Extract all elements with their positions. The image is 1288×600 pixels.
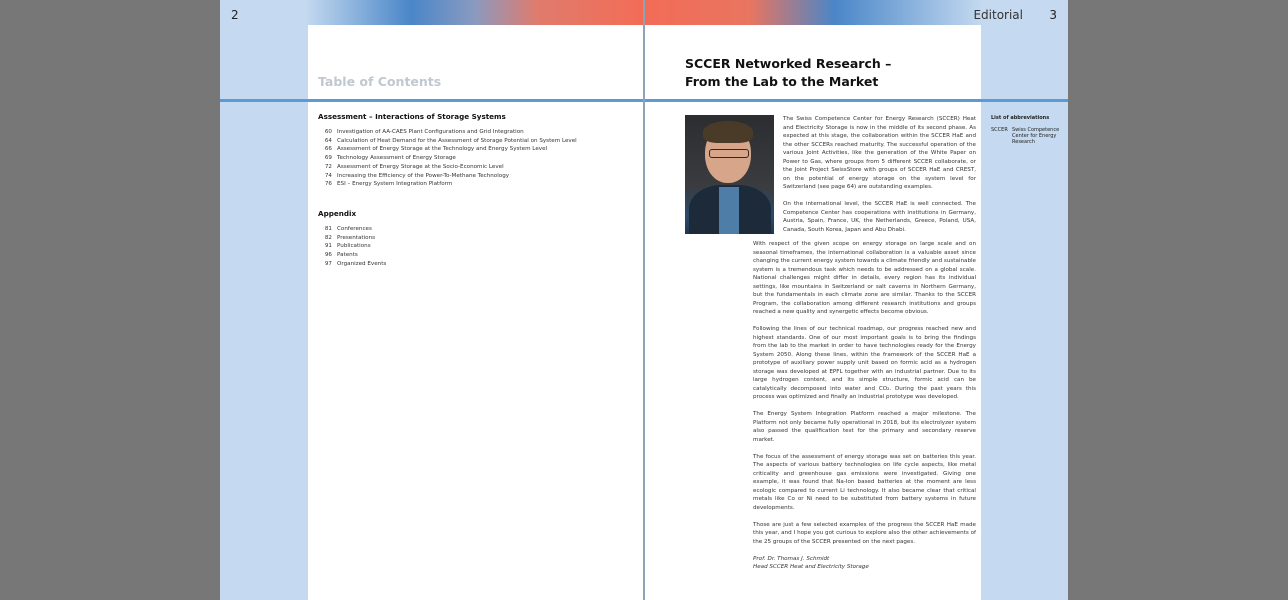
article-title-line-1: SCCER Networked Research – [685,56,892,71]
spine-gutter [643,0,645,600]
abbreviation-row [991,127,1066,145]
abbreviation-key: SCCER [991,127,1008,133]
toc-entry-page: 96 [324,252,332,259]
abbreviations-list [991,115,1066,145]
paragraph: The focus of the assessment of energy storage was set on batteries this year. The aspects of various battery technologies on life cycle aspects, like metal criticality and greenhouse gas emissions were investigated. Giving one example, it was found that Na-Ion based batteries at the moment are less ecologic compared to current Li technology. It also became clear that critical metals like Co or Ni need to be substituted from battery systems in future developments. [753,453,976,511]
toc-section-assessment [318,112,638,189]
portrait-hair [703,121,753,143]
page-number-right: 3 [1049,8,1057,22]
toc-section-heading: Assessment – Interactions of Storage Systems [318,112,506,121]
toc-title: Table of Contents [318,74,442,89]
toc-entry[interactable] [318,180,638,189]
right-divider-line [644,99,1068,102]
signature [753,555,976,572]
toc-entry[interactable] [318,260,638,269]
toc-entry[interactable] [318,225,638,234]
table-of-contents [318,112,638,288]
toc-entry-page: 72 [324,163,332,170]
section-label: Editorial [973,8,1023,22]
page-number-left: 2 [231,8,239,22]
document-spread [220,0,1068,600]
toc-entry-page: 69 [324,155,332,162]
toc-entry-page: 82 [324,234,332,241]
left-page [220,0,644,600]
toc-section-appendix [318,209,638,269]
toc-entry-title: Technology Assessment of Energy Storage [337,155,456,162]
body-text [753,240,976,572]
left-divider-line [220,99,644,102]
article-title-line-2: From the Lab to the Market [685,74,879,89]
intro-text [783,115,976,243]
toc-entry[interactable] [318,234,638,243]
toc-entry-page: 60 [324,129,332,135]
portrait-glasses [709,149,749,158]
toc-entry-title: Increasing the Efficiency of the Power-To-Methane Technology [337,172,510,179]
paragraph: On the international level, the SCCER HaE is well connected. The Competence Center has cooperations with institutions in Germany, Austria, Spain, France, UK, the Netherlands, Greece, Poland, USA, Canada, South Korea, Japan and Abu Dhabi. [783,201,976,233]
toc-entry-page: 66 [324,146,332,153]
toc-entry-title: Organized Events [337,260,387,267]
toc-entry-page: 76 [324,181,332,188]
toc-entry[interactable] [318,145,638,154]
toc-entry[interactable] [318,242,638,251]
toc-entry-title: Calculation of Heat Demand for the Assessment of Storage Potential on System Level [337,137,577,144]
toc-entry-title: Investigation of AA-CAES Plant Configurations and Grid Integration [337,129,524,135]
abbreviation-value: Swiss Competence Center for Energy Research [1012,127,1060,145]
author-portrait-photo [685,115,774,234]
toc-entry-page: 64 [324,137,332,144]
toc-entry[interactable] [318,163,638,172]
toc-entry-title: Patents [337,252,358,259]
toc-entry-title: Conferences [337,225,372,232]
paragraph: Following the lines of our technical roadmap, our progress reached new and highest standards. One of our most important goals is to bring the findings from the lab to the market in order to have technologies ready for the Energy System 2050. Along these lines, within the framework of the SCCER HaE a prototype of auxiliary power supply unit based on formic acid as a hydrogen storage was developed at EPFL together with an industrial partner. Due to its large hydrogen content, and its simple structure, formic acid can be catalytically decomposed into water and CO₂. During the past years this process was optimized and finally an industrial prototype was developed. [753,326,976,400]
abbreviations-title: List of abbreviations [991,115,1050,121]
toc-entry-page: 81 [324,225,332,232]
signature-name: Prof. Dr. Thomas J. Schmidt [753,555,830,562]
toc-entry[interactable] [318,251,638,260]
toc-entry-title: ESI – Energy System Integration Platform [337,181,453,188]
toc-entry-page: 91 [324,243,332,250]
left-page-gradient-band [220,0,644,25]
paragraph: The Swiss Competence Center for Energy Research (SCCER) Heat and Electricity Storage is now in the middle of its second phase. As expected at this stage, the collaboration within the SCCER HaE and the other SCCERs reached maturity. The successful operation of the various Joint Activities, like the generation of the White Paper on Power to Gas, where groups from 5 different SCCER collaborate, or the Joint Project SwissStore with groups of SCCER HaE and CREST, on the potential of energy storage on the system level for Switzerland (see page 64) are outstanding examples. [783,116,976,190]
toc-entry-page: 74 [324,172,332,179]
article-title [685,55,975,91]
signature-role: Head SCCER Heat and Electricity Storage [753,564,869,570]
left-page-content-area [308,0,644,600]
toc-entry[interactable] [318,172,638,181]
paragraph: Those are just a few selected examples of the progress the SCCER HaE made this year, and I hope you got curious to explore also the other achievements of the 25 groups of the SCCER presented on the next pages. [753,521,976,545]
toc-section-heading: Appendix [318,208,357,218]
paragraph: With respect of the given scope on energy storage on large scale and on seasonal timeframes, the international collaboration is a valuable asset since changing the current energy system towards a climate friendly and sustainable system is a tremendous task which needs to be addressed on a global scale. National challenges might differ in details, every region has its individual settings, like mountains in Switzerland or salt caverns in Northern Germany, but the fundamentals in each climate zone are similar. Thanks to the SCCER Program, the collaboration among different research institutions and groups reached a new quality and synergetic effects become obvious. [753,241,976,315]
toc-entry-title: Assessment of Energy Storage at the Socio-Economic Level [337,163,504,170]
right-page [644,0,1068,600]
toc-entry-page: 97 [324,260,332,267]
toc-entry[interactable] [318,154,638,163]
portrait-shirt [719,187,739,234]
toc-entry[interactable] [318,128,638,137]
toc-entry[interactable] [318,137,638,146]
paragraph: The Energy System Integration Platform reached a major milestone. The Platform not only became fully operational in 2018, but its electrolyzer system also passed the qualification test for the primary and secondary reserve market. [753,411,976,443]
toc-entry-title: Publications [337,243,371,250]
toc-entry-title: Assessment of Energy Storage at the Technology and Energy System Level [337,146,548,153]
toc-entry-title: Presentations [337,234,376,241]
